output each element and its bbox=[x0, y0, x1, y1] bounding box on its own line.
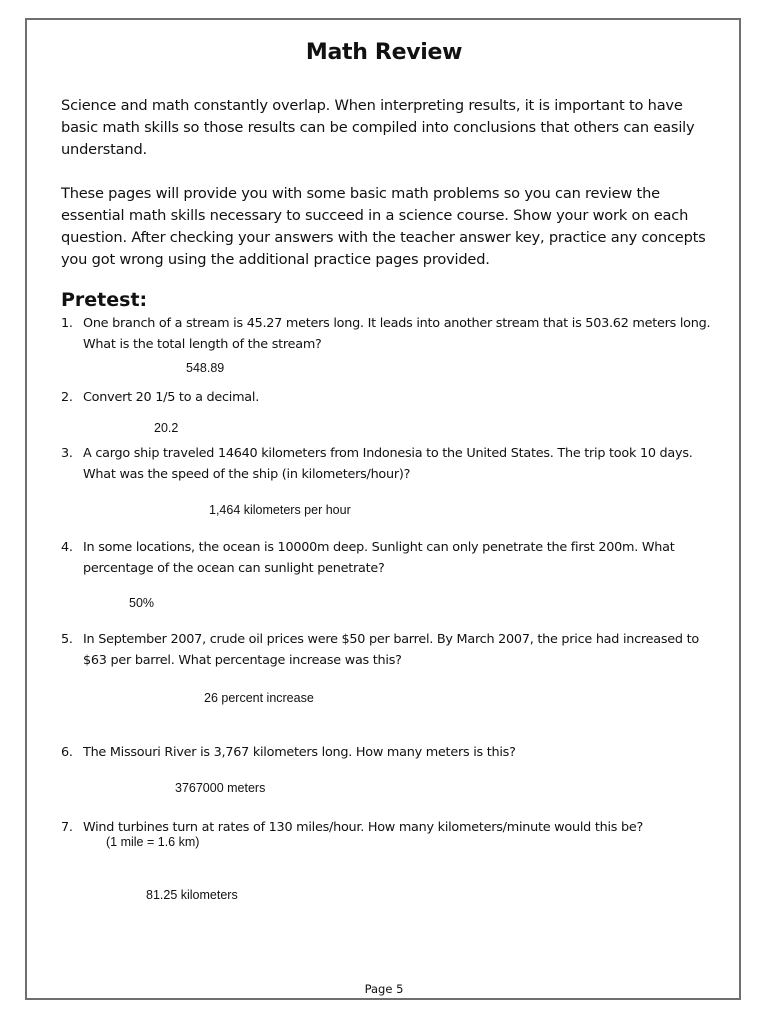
page-title: Math Review bbox=[305, 40, 463, 65]
answer-2: 20.2 bbox=[154, 421, 179, 435]
intro-paragraph-1: Science and math constantly overlap. When interpreting results, it is important to have basic math skills so those results can be compiled into conclusions that others can easily understand. bbox=[61, 97, 695, 158]
question-text: The Missouri River is 3,767 kilometers long. How many meters is this? bbox=[83, 745, 516, 760]
answer-4: 50% bbox=[129, 596, 155, 610]
question-number: 6. bbox=[61, 745, 73, 760]
intro-paragraph-2: These pages will provide you with some basic math problems so you can review the essential math skills necessary to succeed in a science course. Show your work on each question. After checking your answers with the teacher answer key, practice any concepts you got wrong using the additional practice pages provided. bbox=[61, 185, 706, 268]
answer-5: 26 percent increase bbox=[204, 691, 314, 705]
question-text: One branch of a stream is 45.27 meters long. It leads into another stream that is 503.62 meters long. What is the total length of the stream? bbox=[83, 316, 711, 352]
answer-6: 3767000 meters bbox=[175, 781, 266, 795]
question-text: In some locations, the ocean is 10000m deep. Sunlight can only penetrate the first 200m. What percentage of the ocean can sunlight penetrate? bbox=[83, 540, 675, 576]
question-text: In September 2007, crude oil prices were $50 per barrel. By March 2007, the price had increased to $63 per barrel. What percentage increase was this? bbox=[83, 632, 699, 668]
question-number: 2. bbox=[61, 390, 73, 405]
question-4 bbox=[61, 537, 721, 579]
question-5 bbox=[61, 629, 721, 671]
pretest-heading: Pretest: bbox=[61, 289, 148, 311]
page-border bbox=[25, 18, 741, 1000]
question-text: Convert 20 1/5 to a decimal. bbox=[83, 390, 260, 405]
question-1 bbox=[61, 313, 721, 355]
question-number: 4. bbox=[61, 540, 73, 555]
question-number: 1. bbox=[61, 316, 73, 331]
question-number: 3. bbox=[61, 446, 73, 461]
question-text: A cargo ship traveled 14640 kilometers from Indonesia to the United States. The trip took 10 days. What was the speed of the ship (in kilometers/hour)? bbox=[83, 446, 693, 482]
question-text: Wind turbines turn at rates of 130 miles/hour. How many kilometers/minute would this be? bbox=[83, 820, 644, 835]
page-number: Page 5 bbox=[364, 982, 404, 996]
answer-1: 548.89 bbox=[186, 361, 225, 375]
answer-3: 1,464 kilometers per hour bbox=[209, 503, 351, 517]
answer-7: 81.25 kilometers bbox=[146, 888, 238, 902]
conversion-note: (1 mile = 1.6 km) bbox=[106, 835, 200, 849]
question-6 bbox=[61, 742, 721, 763]
question-number: 7. bbox=[61, 820, 73, 835]
question-2 bbox=[61, 387, 721, 408]
question-3 bbox=[61, 443, 721, 485]
question-number: 5. bbox=[61, 632, 73, 647]
